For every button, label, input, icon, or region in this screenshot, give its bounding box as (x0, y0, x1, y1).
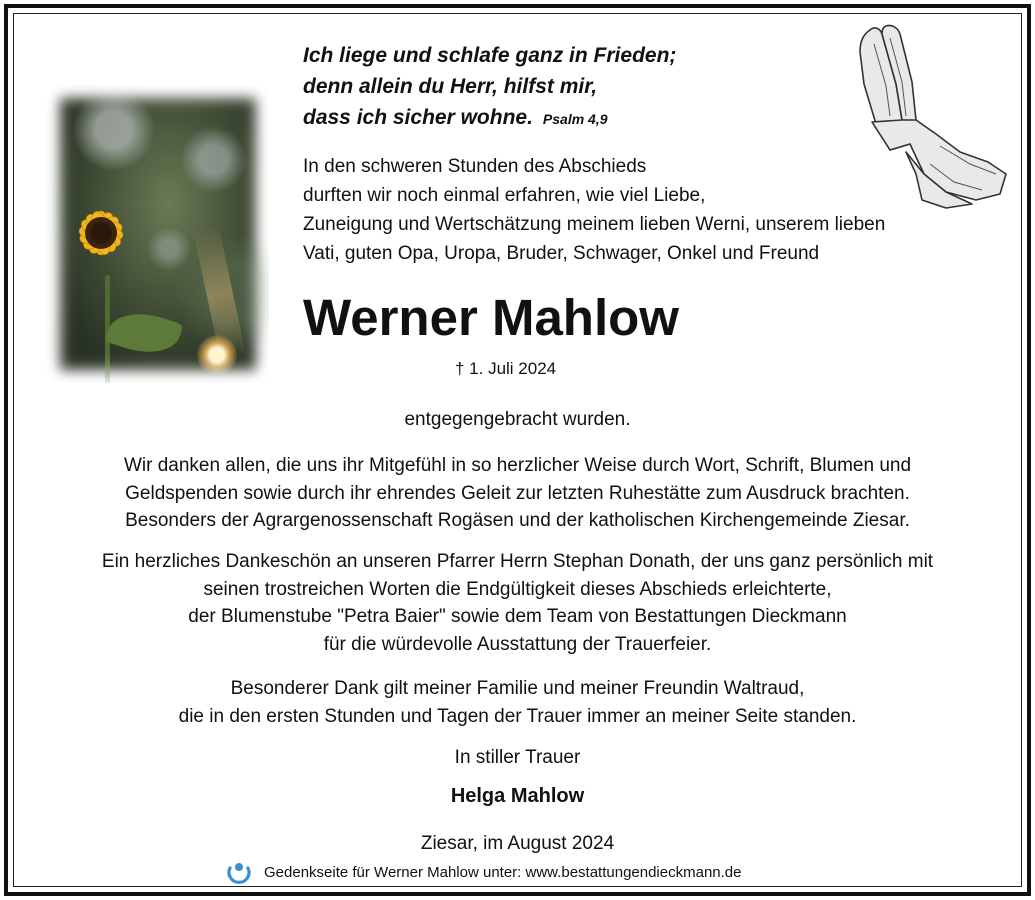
memorial-footer (226, 857, 741, 887)
thanks-paragraph-3: Besonderer Dank gilt meiner Familie und meiner Freundin Waltraud, die in den ersten Stunden und Tagen der Trauer immer an meiner Seite standen. (178, 678, 857, 727)
psalm-line: Ich liege und schlafe ganz in Frieden; (303, 44, 677, 67)
intro-line: durften wir noch einmal erfahren, wie viel Liebe, (303, 185, 706, 206)
continuation-text: entgegengebracht wurden. (404, 409, 631, 430)
deceased-name: Werner Mahlow (303, 289, 679, 346)
sunflower-photo (47, 85, 269, 383)
signatory-name: Helga Mahlow (450, 785, 585, 807)
mourning-line: In stiller Trauer (454, 747, 581, 768)
death-date: † 1. Juli 2024 (455, 359, 557, 378)
memorial-link[interactable]: Gedenkseite für Werner Mahlow unter: www.bestattungendieckmann.de (264, 863, 742, 881)
psalm-verse (303, 40, 676, 135)
intro-text (303, 152, 885, 268)
psalm-line: denn allein du Herr, hilfst mir, (303, 75, 598, 98)
thanks-paragraph-2: Ein herzliches Dankeschön an unseren Pfarrer Herrn Stephan Donath, der uns ganz persönlich mit seinen trostreichen Worten die Endgültigkeit dieses Abschieds erleichterte, der Blumenstube "Petra Baier" sowie dem Team von Bestattungen Dieckmann für die würdevolle Ausstattung der Trauerfeier. (101, 551, 934, 655)
psalm-reference: Psalm 4,9 (542, 111, 608, 127)
psalm-line: dass ich sicher wohne. Psalm 4,9 (303, 106, 608, 129)
intro-line: Vati, guten Opa, Uropa, Bruder, Schwager, Onkel und Freund (303, 243, 820, 264)
memorial-logo-icon (226, 859, 252, 885)
place-date: Ziesar, im August 2024 (420, 833, 615, 854)
thanks-paragraph-1: Wir danken allen, die uns ihr Mitgefühl in so herzlicher Weise durch Wort, Schrift, Blumen und Geldspenden sowie durch ihr ehrendes Geleit zur letzten Ruhestätte zum Ausdruck brachten. Besonders der Agrargenossenschaft Rogäsen und der katholischen Kirchengemeinde Ziesar. (123, 455, 912, 531)
intro-line: Zuneigung und Wertschätzung meinem lieben Werni, unserem lieben (303, 214, 886, 235)
intro-line: In den schweren Stunden des Abschieds (303, 156, 647, 177)
